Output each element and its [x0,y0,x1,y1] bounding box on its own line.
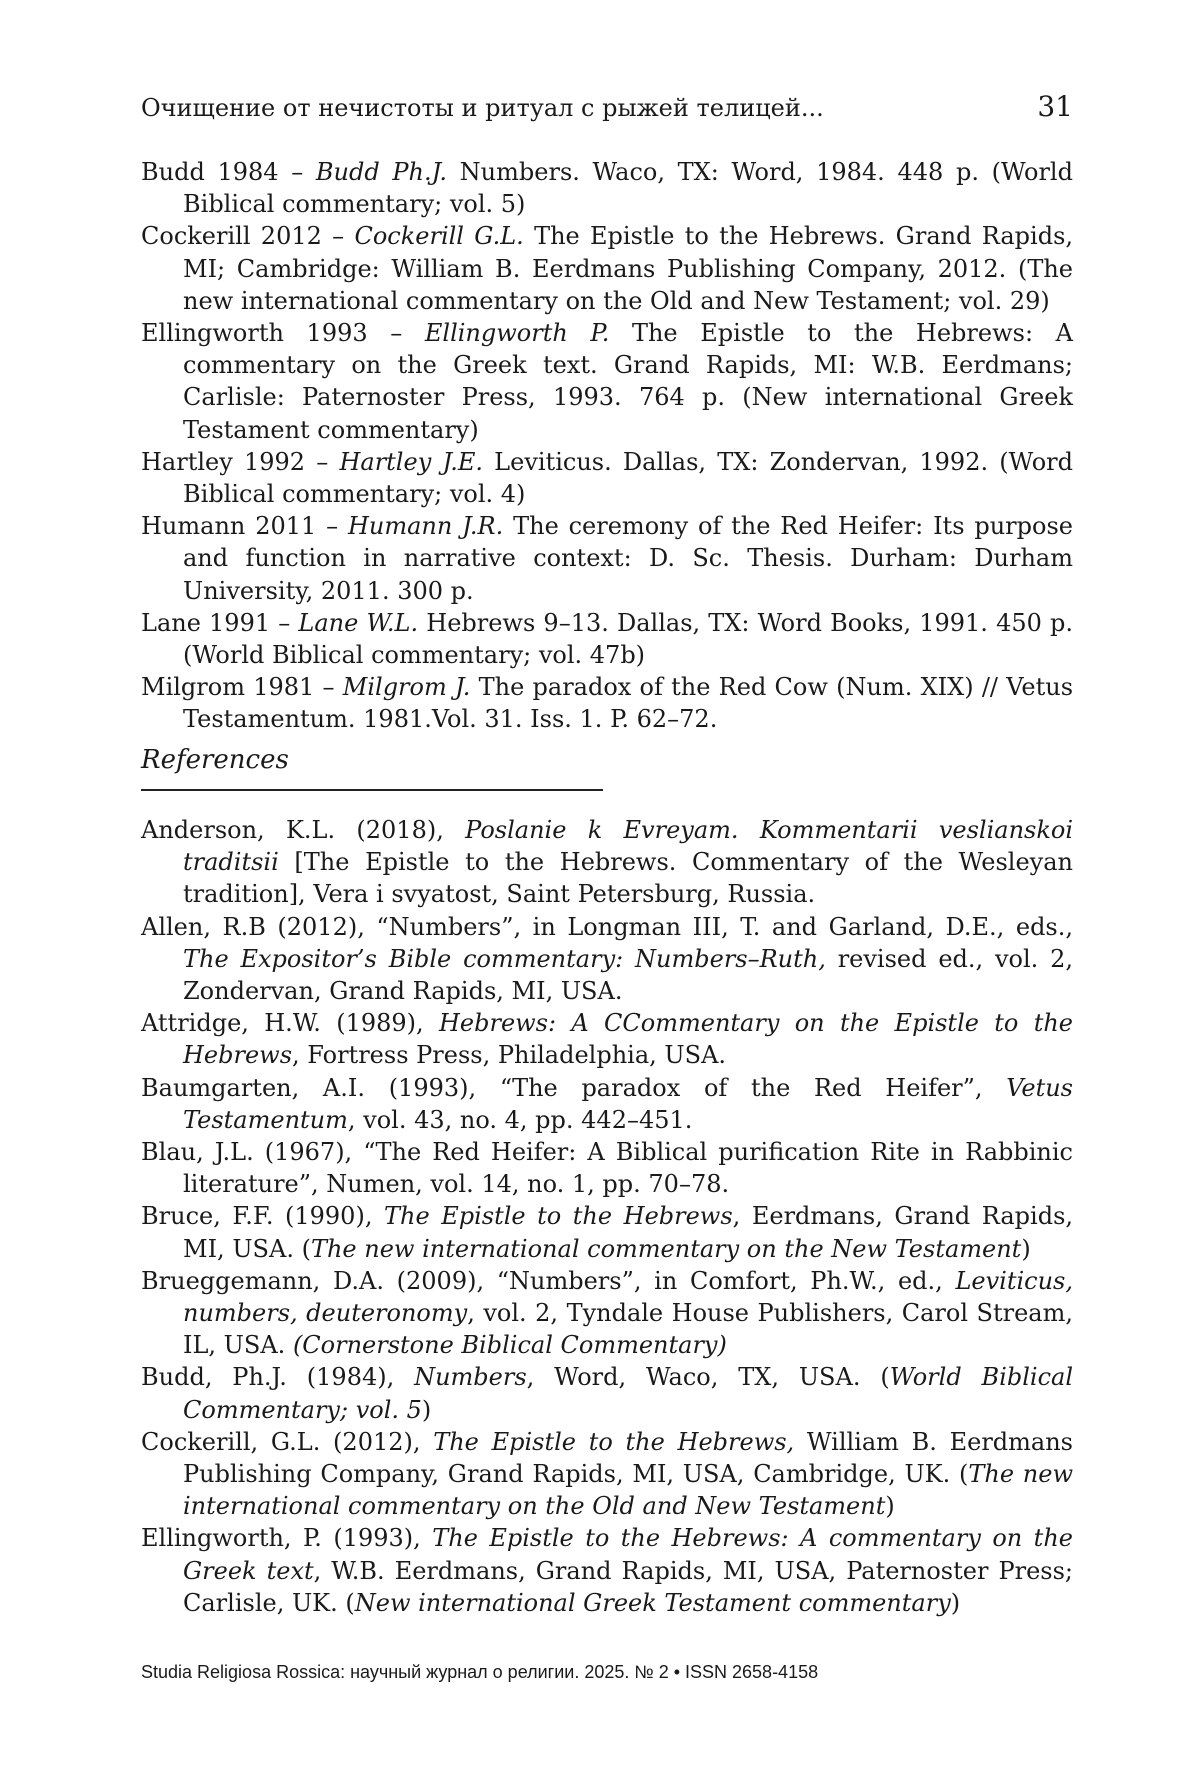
russian-reference-list [141,156,1073,736]
heading-rule [141,789,603,791]
reference-entry: Cockerill 2012 – Cockerill G.L. The Epistle to the Hebrews. Grand Rapids, MI; Cambridge: William B. Eerdmans Publishing Company, 2012. (The new international commentary on the Old and New Testament; vol. 29) [141,222,1074,315]
journal-footer: Studia Religiosa Rossica: научный журнал о религии. 2025. № 2 • ISSN 2658-4158 [141,1662,819,1682]
reference-entry: Bruce, F.F. (1990), The Epistle to the Hebrews, Eerdmans, Grand Rapids, MI, USA. (The new international commentary on the New Testament) [141,1202,1074,1263]
running-head [141,90,1073,123]
page-number: 31 [1037,90,1073,123]
reference-entry: Brueggemann, D.A. (2009), “Numbers”, in Comfort, Ph.W., ed., Leviticus, numbers, deuteronomy, vol. 2, Tyndale House Publishers, Carol Stream, IL, USA. (Cornerstone Biblical Commentary) [141,1266,1073,1360]
reference-entry: Cockerill, G.L. (2012), The Epistle to the Hebrews, William B. Eerdmans Publishing Company, Grand Rapids, MI, USA, Cambridge, UK. (The new international commentary on the Old and New Testament) [141,1427,1074,1521]
reference-entry: Blau, J.L. (1967), “The Red Heifer: A Biblical purification Rite in Rabbinic literature”, Numen, vol. 14, no. 1, pp. 70–78. [141,1138,1073,1199]
running-title: Очищение от нечистоты и ритуал с рыжей телицей... [141,94,824,122]
references-heading: References [141,745,289,775]
reference-entry: Baumgarten, A.I. (1993), “The paradox of the Red Heifer”, Vetus Testamentum, vol. 43, no. 4, pp. 442–451. [141,1073,1073,1134]
reference-entry: Budd, Ph.J. (1984), Numbers, Word, Waco, TX, USA. (World Biblical Commentary; vol. 5) [141,1363,1074,1424]
reference-entry: Anderson, K.L. (2018), Poslanie k Evreyam. Kommentarii veslianskoi traditsii [The Epistle to the Hebrews. Commentary of the Wesleyan tradition], Vera i svyatost, Saint Petersburg, Russia. [141,816,1074,909]
reference-entry: Ellingworth, P. (1993), The Epistle to the Hebrews: A commentary on the Greek text, W.B. Eerdmans, Grand Rapids, MI, USA, Paternoster Press; Carlisle, UK. (New international Greek Testament commentary) [141,1524,1074,1617]
reference-entry: Humann 2011 – Humann J.R. The ceremony of the Red Heifer: Its purpose and function in narrative context: D. Sc. Thesis. Durham: Durham University, 2011. 300 p. [141,512,1073,605]
reference-entry: Hartley 1992 – Hartley J.E. Leviticus. Dallas, TX: Zondervan, 1992. (Word Biblical commentary; vol. 4) [141,447,1073,509]
reference-entry: Milgrom 1981 – Milgrom J. The paradox of the Red Cow (Num. XIX) // Vetus Testamentum. 1981.Vol. 31. Iss. 1. P. 62–72. [141,673,1074,734]
reference-entry: Attridge, H.W. (1989), Hebrews: A CCommentary on the Epistle to the Hebrews, Fortress Press, Philadelphia, USA. [141,1009,1073,1070]
reference-entry: Lane 1991 – Lane W.L. Hebrews 9–13. Dallas, TX: Word Books, 1991. 450 p. (World Biblical commentary; vol. 47b) [141,608,1074,670]
reference-entry: Budd 1984 – Budd Ph.J. Numbers. Waco, TX: Word, 1984. 448 p. (World Biblical commentary; vol. 5) [141,158,1073,219]
english-reference-list [141,814,1073,1619]
reference-entry: Ellingworth 1993 – Ellingworth P. The Epistle to the Hebrews: A commentary on the Greek text. Grand Rapids, MI: W.B. Eerdmans; Carlisle: Paternoster Press, 1993. 764 p. (New international Greek Testament commentary) [141,319,1073,444]
reference-entry: Allen, R.B (2012), “Numbers”, in Longman III, T. and Garland, D.E., eds., The Expositor’s Bible commentary: Numbers–Ruth, revised ed., vol. 2, Zondervan, Grand Rapids, MI, USA. [141,912,1074,1006]
